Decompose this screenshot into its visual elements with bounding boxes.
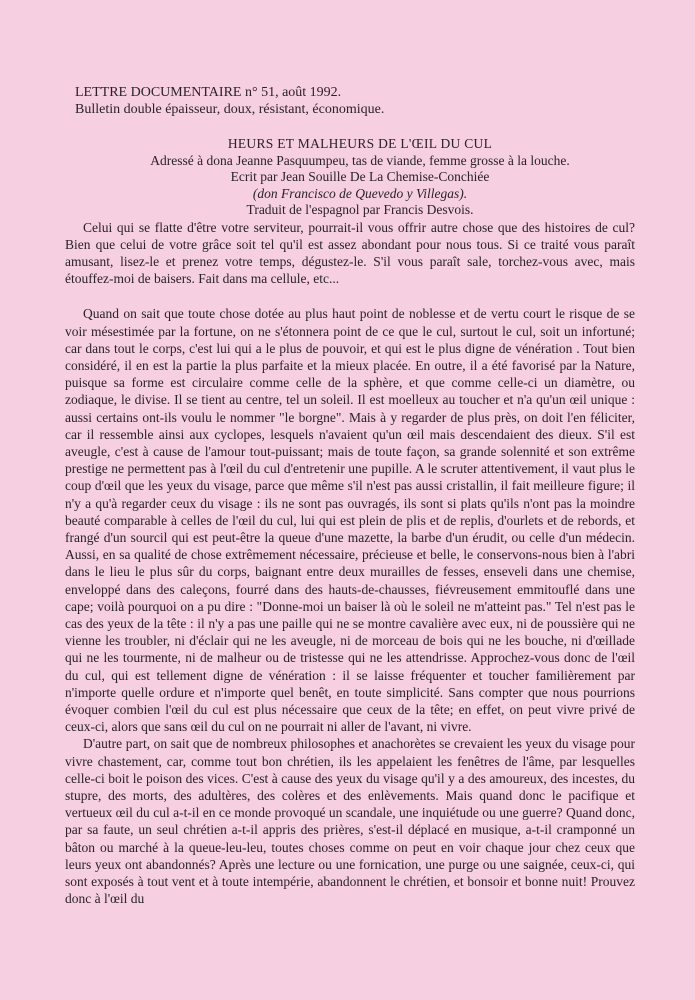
- body-paragraph-2: D'autre part, on sait que de nombreux philosophes et anachorètes se crevaient les yeux du visage pour vivre chastement, car, comme tout bon chrétien, ils les appelaient les fenêtres de l'âme, par lesquelles celle-ci boit le poison des vices. C'est à cause des yeux du visage qu'il y a des amoureux, des incestes, du stupre, des morts, des adultères, des colères et des enlèvements. Mais quand donc le pacifique et vertueux œil du cul a-t-il en ce monde provoqué un scandale, une inquiétude ou une guerre? Quand donc, par sa faute, un seul chrétien a-t-il appris des prières, s'est-il déplacé en musique, a-t-il cramponné un bâton ou marché à la queue-leu-leu, toutes choses comme on peut en voir chaque jour chez ceux que leurs yeux ont abandonnés? Après une lecture ou une fornication, une purge ou une saignée, ceux-ci, qui sont exposés à tout vent et à toute intempérie, abandonnent le chrétien, et bonsoir et bonne nuit! Prouvez donc à l'œil du: [65, 736, 635, 907]
- intro-paragraph: Celui qui se flatte d'être votre serviteur, pourrait-il vous offrir autre chose que des histoires de cul? Bien que celui de votre grâce soit tel qu'il est assez abondant pour nous tous. Si ce traité vous paraît amusant, lisez-le et prenez votre temps, dégustez-le. S'il vous paraît sale, torchez-vous avec, mais étouffez-moi de baisers. Fait dans ma cellule, etc...: [65, 219, 635, 287]
- document-title: HEURS ET MALHEURS DE L'ŒIL DU CUL: [227, 136, 493, 151]
- addressee-line: Adressé à dona Jeanne Pasquumpeu, tas de viande, femme grosse à la louche.: [150, 152, 570, 168]
- bulletin-header: [75, 84, 635, 118]
- letter-body: [65, 219, 635, 908]
- title-block: [85, 136, 635, 219]
- pseudonym-line: Ecrit par Jean Souille De La Chemise-Conchiée: [230, 169, 490, 184]
- translator-line: Traduit de l'espagnol par Francis Desvois.: [246, 202, 474, 217]
- body-paragraph-1: Quand on sait que toute chose dotée au plus haut point de noblesse et de vertu court le risque de se voir mésestimée par la fortune, on ne s'étonnera point de ce que le cul, surtout le cul, soit un infortuné; car dans tout le corps, c'est lui qui a le plus de pouvoir, et qui est le plus digne de vénération . Tout bien considéré, il en est la partie la plus parfaite et la mieux placée. En outre, il a été favorisé par la Nature, puisque sa forme est circulaire comme celle de la sphère, et que comme celle-ci un diamètre, ou zodiaque, le divise. Il se tient au centre, tel un soleil. Il est moelleux au toucher et n'a qu'un œil unique : aussi certains ont-ils voulu le nommer "le borgne". Mais à y regarder de plus près, on doit l'en féliciter, car il ressemble ainsi aux cyclopes, lesquels n'avaient qu'un œil mais descendaient des dieux. S'il est aveugle, c'est à cause de l'amour tout-puissant; mais de toute façon, sa grande solennité et son extrême prestige ne permettent pas à l'œil du cul d'entretenir une pupille. A le scruter attentivement, il vaut plus le coup d'œil que les yeux du visage, parce que même s'il n'est pas aussi cristallin, il fait meilleure figure; il n'y a qu'à regarder ceux du visage : ils ne sont pas ouvragés, ils sont si plats qu'ils n'ont pas la moindre beauté comparable à celles de l'œil du cul, lui qui est plein de plis et de replis, d'ourlets et de rebords, et frangé d'un sourcil qui est peut-être la queue d'une mazette, la barbe d'un érudit, ou celle d'un médecin. Aussi, en sa qualité de chose extrêmement nécessaire, précieuse et belle, le conservons-nous bien à l'abri dans le lieu le plus sûr du corps, baignant entre deux murailles de fesses, enseveli dans une chemise, enveloppé dans des caleçons, fourré dans des hauts-de-chausses, fiévreusement emmitouflé dans une cape; voilà pourquoi on a pu dire : "Donne-moi un baiser là où le soleil ne m'atteint pas." Tel n'est pas le cas des yeux de la tête : il n'y a pas une paille qui ne se montre cavalière avec eux, ni de poussière qui ne vienne les troubler, ni d'éclair qui ne les aveugle, ni de morceau de bois qui ne les bouche, ni d'œillade qui ne les tourmente, ni de malheur ou de tristesse qui ne les attendrisse. Approchez-vous donc de l'œil du cul, qui est tellement digne de vénération : il se laisse fréquenter et toucher familièrement par n'importe quelle ordure et n'importe quel benêt, en toute simplicité. Sans compter que nous pourrions évoquer combien l'œil du cul est plus nécessaire que ceux de la tête; en effet, on peut vivre privé de ceux-ci, alors que sans œil du cul on ne pourrait ni aller de l'avant, ni vivre.: [65, 306, 635, 735]
- original-author-line: (don Francisco de Quevedo y Villegas).: [252, 185, 468, 201]
- issue-line: LETTRE DOCUMENTAIRE n° 51, août 1992.: [75, 85, 342, 100]
- bulletin-tagline: Bulletin double épaisseur, doux, résistant, économique.: [75, 102, 385, 117]
